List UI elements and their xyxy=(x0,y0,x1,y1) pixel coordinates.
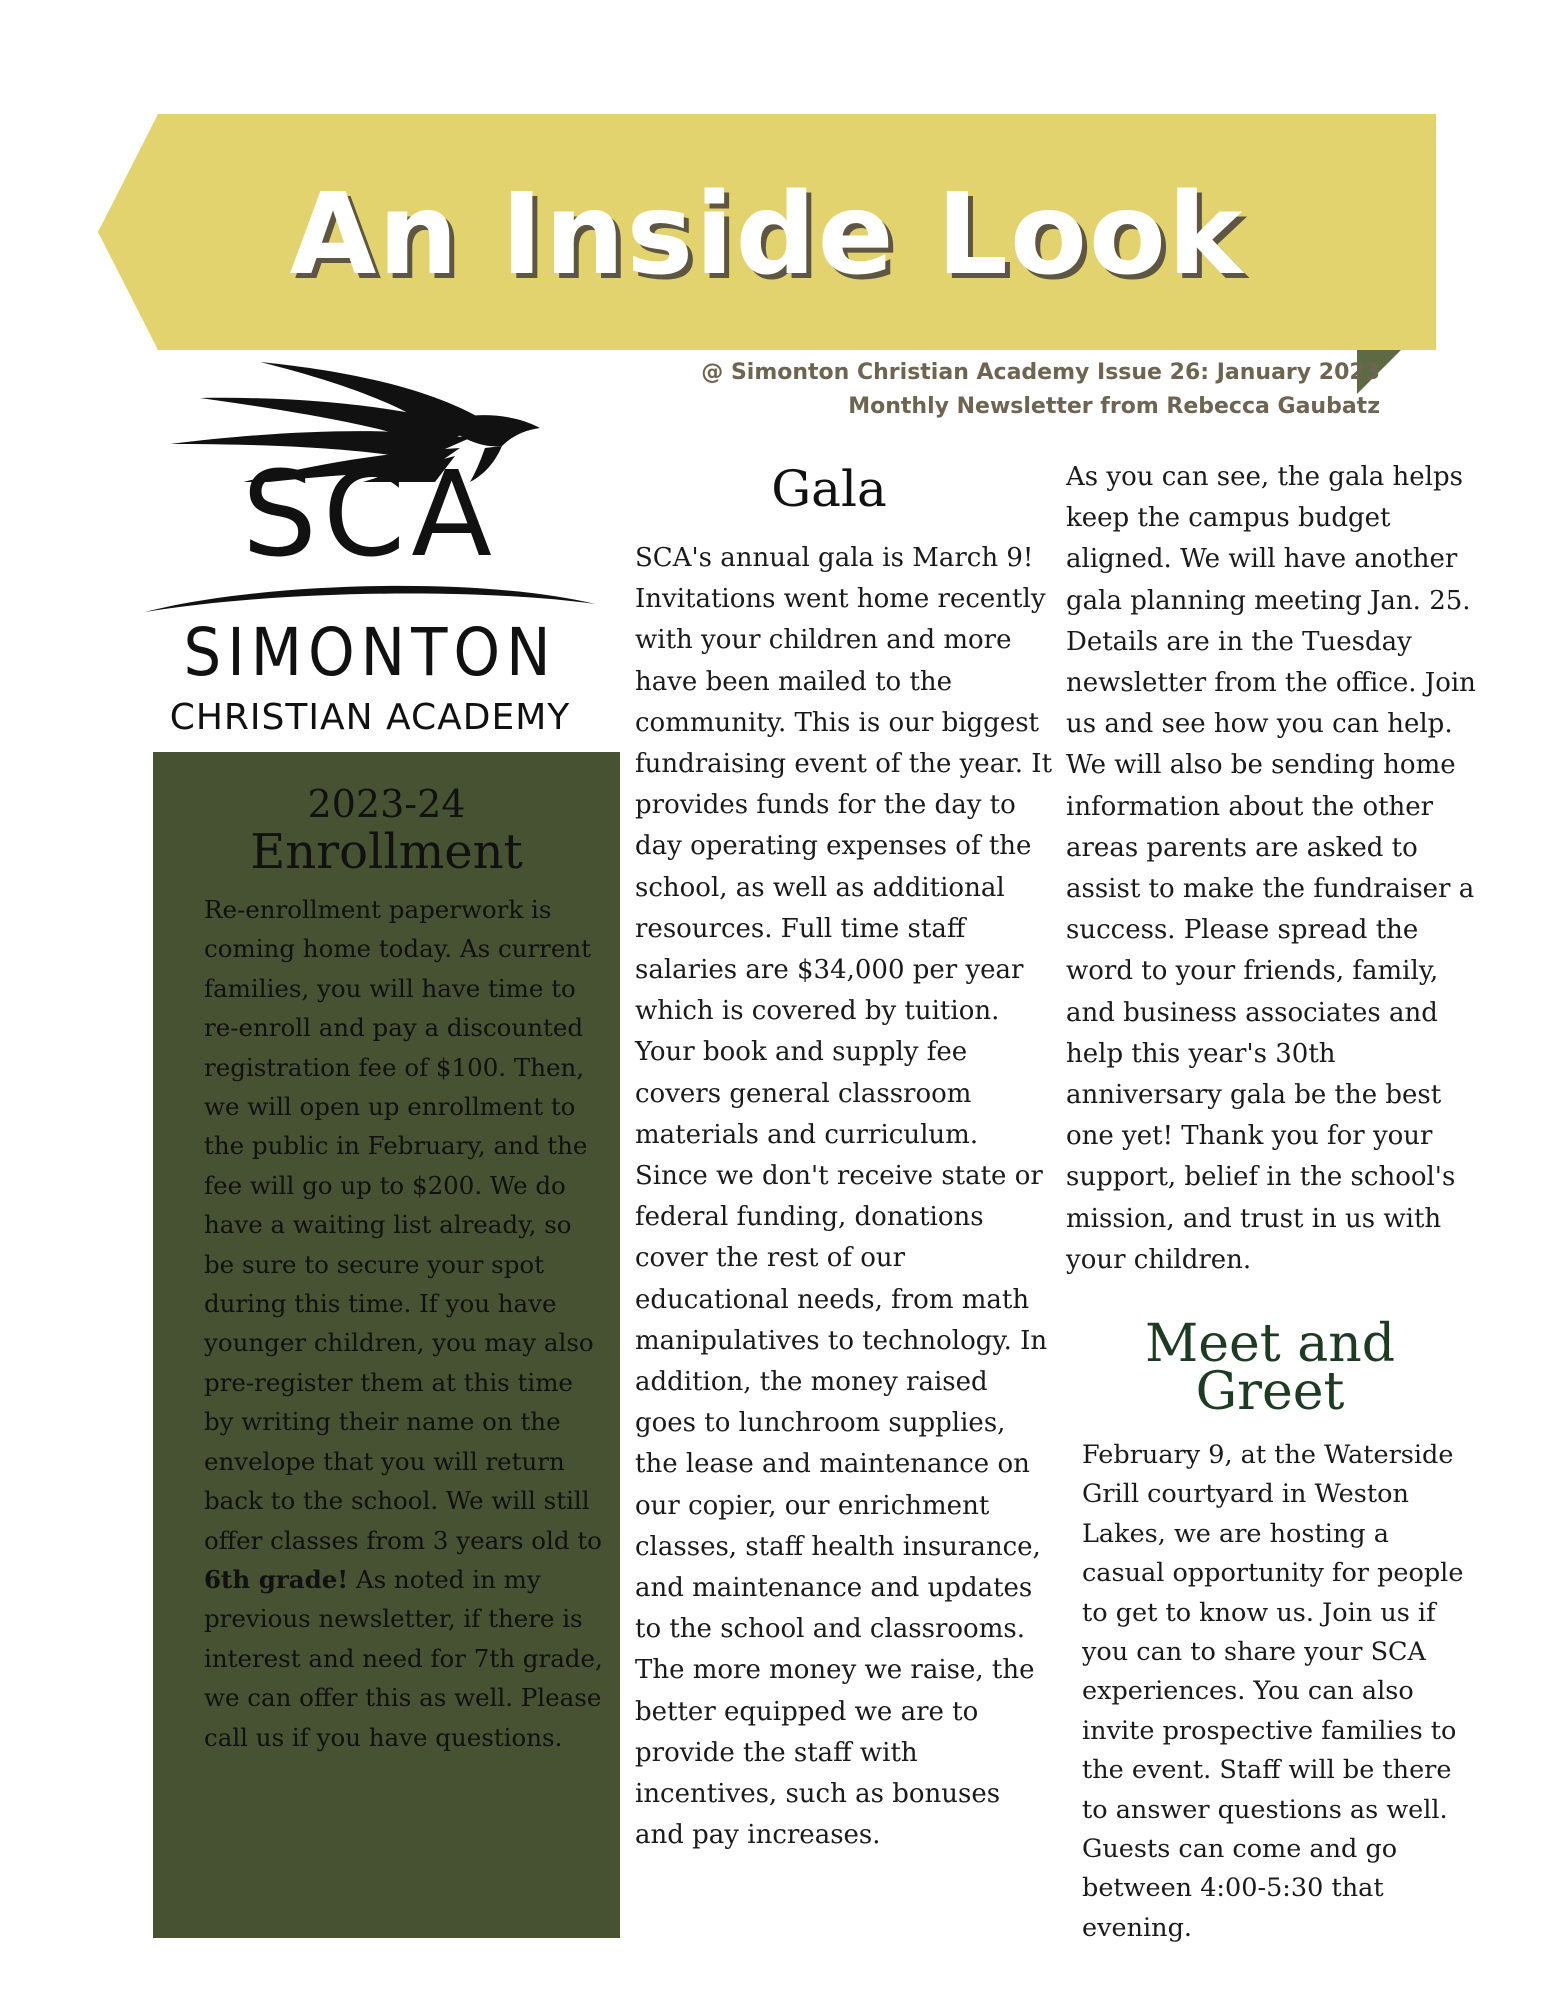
meet-greet-heading-line2: Greet xyxy=(1195,1362,1345,1422)
gala-heading: Gala xyxy=(771,460,887,518)
enrollment-text-part2: As noted in my previous newsletter, if there is interest and need for 7th grade, we can offer this as well. Please call us if you have questions. xyxy=(204,1564,603,1752)
title-banner xyxy=(98,114,1436,350)
logo-subtitle: CHRISTIAN ACADEMY xyxy=(169,697,571,738)
newsletter-title: An Inside Look xyxy=(289,170,1245,300)
enrollment-text xyxy=(204,890,604,1757)
gala-text-continued: As you can see, the gala helps keep the campus budget aligned. We will have another gala planning meeting Jan. 25. Details are in the Tuesday newsletter from the office. Join us and see how you can help. We will also be sending home information about the other areas parents are asked to assist to make the fundraiser a success. Please spread the word to your friends, family, and business associates and help this year's 30th anniversary gala be the best one yet! Thank you for your support, belief in the school's mission, and trust in us with your children. xyxy=(1066,462,1476,1275)
enrollment-heading: Enrollment xyxy=(250,824,523,880)
logo-abbreviation: SCA xyxy=(241,445,499,583)
enrollment-text-bold: 6th grade! xyxy=(204,1564,349,1594)
author-line: Monthly Newsletter from Rebecca Gaubatz xyxy=(848,394,1380,419)
enrollment-year: 2023-24 xyxy=(307,782,466,826)
meet-greet-heading xyxy=(1090,1314,1450,1422)
enrollment-section xyxy=(153,752,620,1938)
school-logo xyxy=(140,352,600,747)
logo-name: SIMONTON xyxy=(183,614,557,691)
gala-text: SCA's annual gala is March 9! Invitations went home recently with your children and more have been mailed to the community. This is our biggest fundraising event of the year. It provides funds for the day to day operating expenses of the school, as well as additional resources. Full time staff salaries are $34,000 per year which is covered by tuition. Your book and supply fee covers general classroom materials and curriculum. Since we don't receive state or federal funding, donations cover the rest of our educational needs, from math manipulatives to technology. In addition, the money raised goes to lunchroom supplies, the lease and maintenance on our copier, our enrichment classes, staff health insurance, and maintenance and updates to the school and classrooms. The more money we raise, the better equipped we are to provide the staff with incentives, such as bonuses and pay increases. xyxy=(635,543,1053,1851)
meet-greet-text: February 9, at the Waterside Grill courtyard in Weston Lakes, we are hosting a casual opportunity for people to get to know us. Join us if you can to share your SCA experiences. You can also invite prospective families to the event. Staff will be there to answer questions as well. Guests can come and go between 4:00-5:30 that evening. xyxy=(1082,1440,1464,1943)
enrollment-text-part1: Re-enrollment paperwork is coming home today. As current families, you will have time to re-enroll and pay a discounted registration fee of $100. Then, we will open up enrollment to the public in February, and the fee will go up to $200. We do have a waiting list already, so be sure to secure your spot during this time. If you have younger children, you may also pre-register them at this time by writing their name on the envelope that you will return back to the school. We will still offer classes from 3 years old to xyxy=(204,895,602,1555)
meet-greet-heading-line1: Meet and xyxy=(1145,1314,1395,1374)
issue-line: @ Simonton Christian Academy Issue 26: January 2023 xyxy=(701,360,1380,385)
logo-swoosh xyxy=(140,574,600,614)
